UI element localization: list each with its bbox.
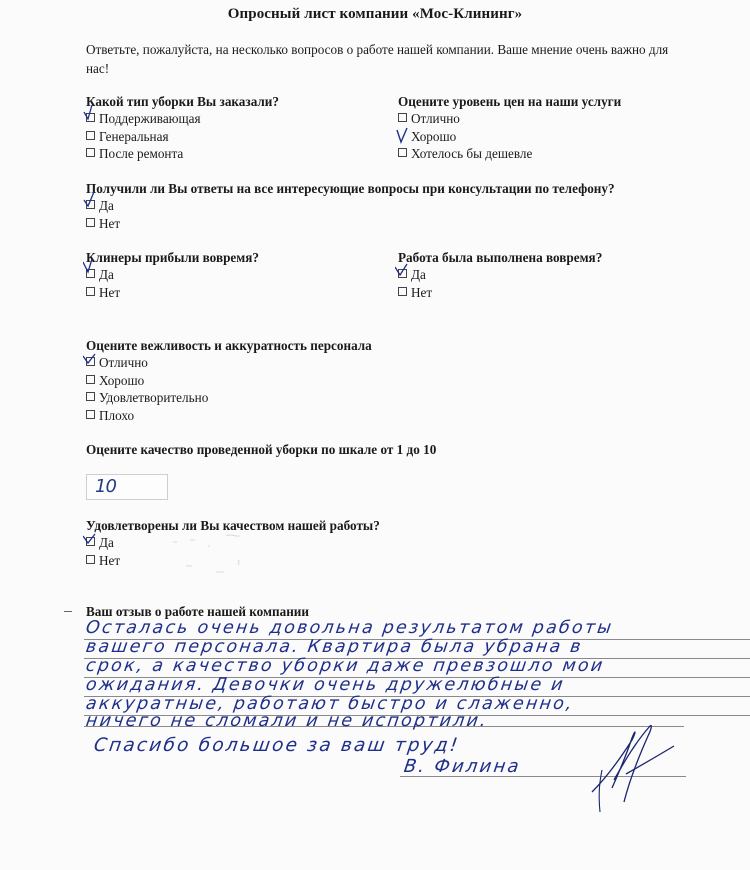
question-title: Работа была выполнена вовремя? — [398, 250, 603, 265]
option-label: Нет — [99, 284, 121, 300]
checkbox[interactable] — [86, 537, 95, 546]
option-label: Да — [99, 267, 114, 283]
question-title: Оцените вежливость и аккуратность персонала — [86, 338, 372, 353]
option-label: Отлично — [99, 355, 148, 371]
option-general[interactable] — [86, 128, 279, 145]
review-text-line: Осталась очень довольна результатом работы — [84, 618, 615, 638]
option-label: Хорошо — [411, 128, 457, 144]
option-excellent[interactable] — [398, 110, 621, 127]
question-cleaning-type — [86, 93, 279, 163]
option-cheaper[interactable] — [398, 145, 621, 162]
option-good[interactable] — [398, 128, 621, 145]
checkbox[interactable] — [86, 375, 95, 384]
question-title: Оцените качество проведенной уборки по шкале от 1 до 10 — [86, 442, 437, 457]
option-satisfactory[interactable] — [86, 389, 372, 406]
option-no[interactable] — [398, 284, 602, 301]
checkbox[interactable] — [86, 218, 95, 227]
option-label: Хорошо — [99, 372, 145, 388]
option-label: Плохо — [99, 407, 135, 423]
option-bad[interactable] — [86, 407, 372, 424]
option-no[interactable] — [86, 215, 615, 232]
checkbox[interactable] — [398, 131, 407, 140]
checkbox[interactable] — [86, 113, 95, 122]
option-label: Отлично — [411, 111, 460, 127]
option-after-renovation[interactable] — [86, 145, 279, 162]
option-label: Генеральная — [99, 128, 169, 144]
question-work-on-time — [398, 249, 602, 301]
signature-icon — [590, 722, 680, 817]
option-label: Поддерживающая — [99, 111, 201, 127]
option-label: После ремонта — [99, 146, 184, 162]
option-label: Хотелось бы дешевле — [411, 146, 533, 162]
option-yes[interactable] — [86, 197, 615, 214]
checkbox[interactable] — [398, 113, 407, 122]
question-quality-score — [86, 441, 436, 458]
option-yes[interactable] — [86, 266, 259, 283]
checkbox[interactable] — [86, 392, 95, 401]
option-maintenance[interactable] — [86, 110, 279, 127]
review-text-line: аккуратные, работают быстро и слаженно, — [84, 694, 576, 714]
review-text-line: ожидания. Девочки очень дружелюбные и — [84, 675, 567, 695]
question-cleaners-on-time — [86, 249, 259, 301]
option-label: Удовлетворительно — [99, 390, 209, 406]
question-price-level — [398, 93, 621, 163]
quality-score-field[interactable] — [86, 474, 168, 500]
checkbox[interactable] — [86, 357, 95, 366]
checkbox[interactable] — [86, 269, 95, 278]
checkbox[interactable] — [86, 200, 95, 209]
option-label: Нет — [99, 552, 121, 568]
option-label: Нет — [411, 284, 433, 300]
option-yes[interactable] — [398, 266, 602, 283]
checkbox[interactable] — [86, 287, 95, 296]
question-politeness — [86, 337, 372, 424]
survey-title: Опросный лист компании «Мос-Клининг» — [227, 6, 523, 22]
option-good[interactable] — [86, 372, 372, 389]
divider — [64, 611, 72, 612]
survey-intro: Ответьте, пожалуйста, на несколько вопросов о работе нашей компании. Ваше мнение очень важно для нас! — [86, 42, 669, 76]
option-no[interactable] — [86, 284, 259, 301]
option-label: Да — [411, 267, 426, 283]
question-title: Получили ли Вы ответы на все интересующие вопросы при консультации по телефону? — [86, 181, 615, 196]
option-label: Да — [99, 535, 114, 551]
signature-name: В. Филина — [402, 756, 523, 777]
quality-score-value: 10 — [95, 476, 116, 497]
review-thanks: Спасибо большое за ваш труд! — [92, 735, 461, 756]
review-label: Ваш отзыв о работе нашей компании — [86, 604, 309, 619]
question-phone-answers — [86, 180, 615, 232]
checkbox[interactable] — [398, 148, 407, 157]
question-title: Удовлетворены ли Вы качеством нашей работы? — [86, 518, 380, 533]
checkbox[interactable] — [86, 148, 95, 157]
review-text-line: вашего персонала. Квартира была убрана в — [84, 637, 585, 657]
review-text-line: срок, а качество уборки даже превзошло мои — [84, 656, 606, 676]
question-title: Оцените уровень цен на наши услуги — [398, 94, 622, 109]
checkbox[interactable] — [398, 269, 407, 278]
question-title: Клинеры прибыли вовремя? — [86, 250, 259, 265]
option-excellent[interactable] — [86, 354, 372, 371]
checkbox[interactable] — [86, 131, 95, 140]
review-text-line: ничего не сломали и не испортили. — [84, 711, 490, 731]
option-label: Нет — [99, 215, 121, 231]
option-label: Да — [99, 198, 114, 214]
scan-noise — [168, 530, 288, 580]
question-title: Какой тип уборки Вы заказали? — [86, 94, 280, 109]
checkbox[interactable] — [398, 287, 407, 296]
checkbox[interactable] — [86, 555, 95, 564]
checkbox[interactable] — [86, 410, 95, 419]
